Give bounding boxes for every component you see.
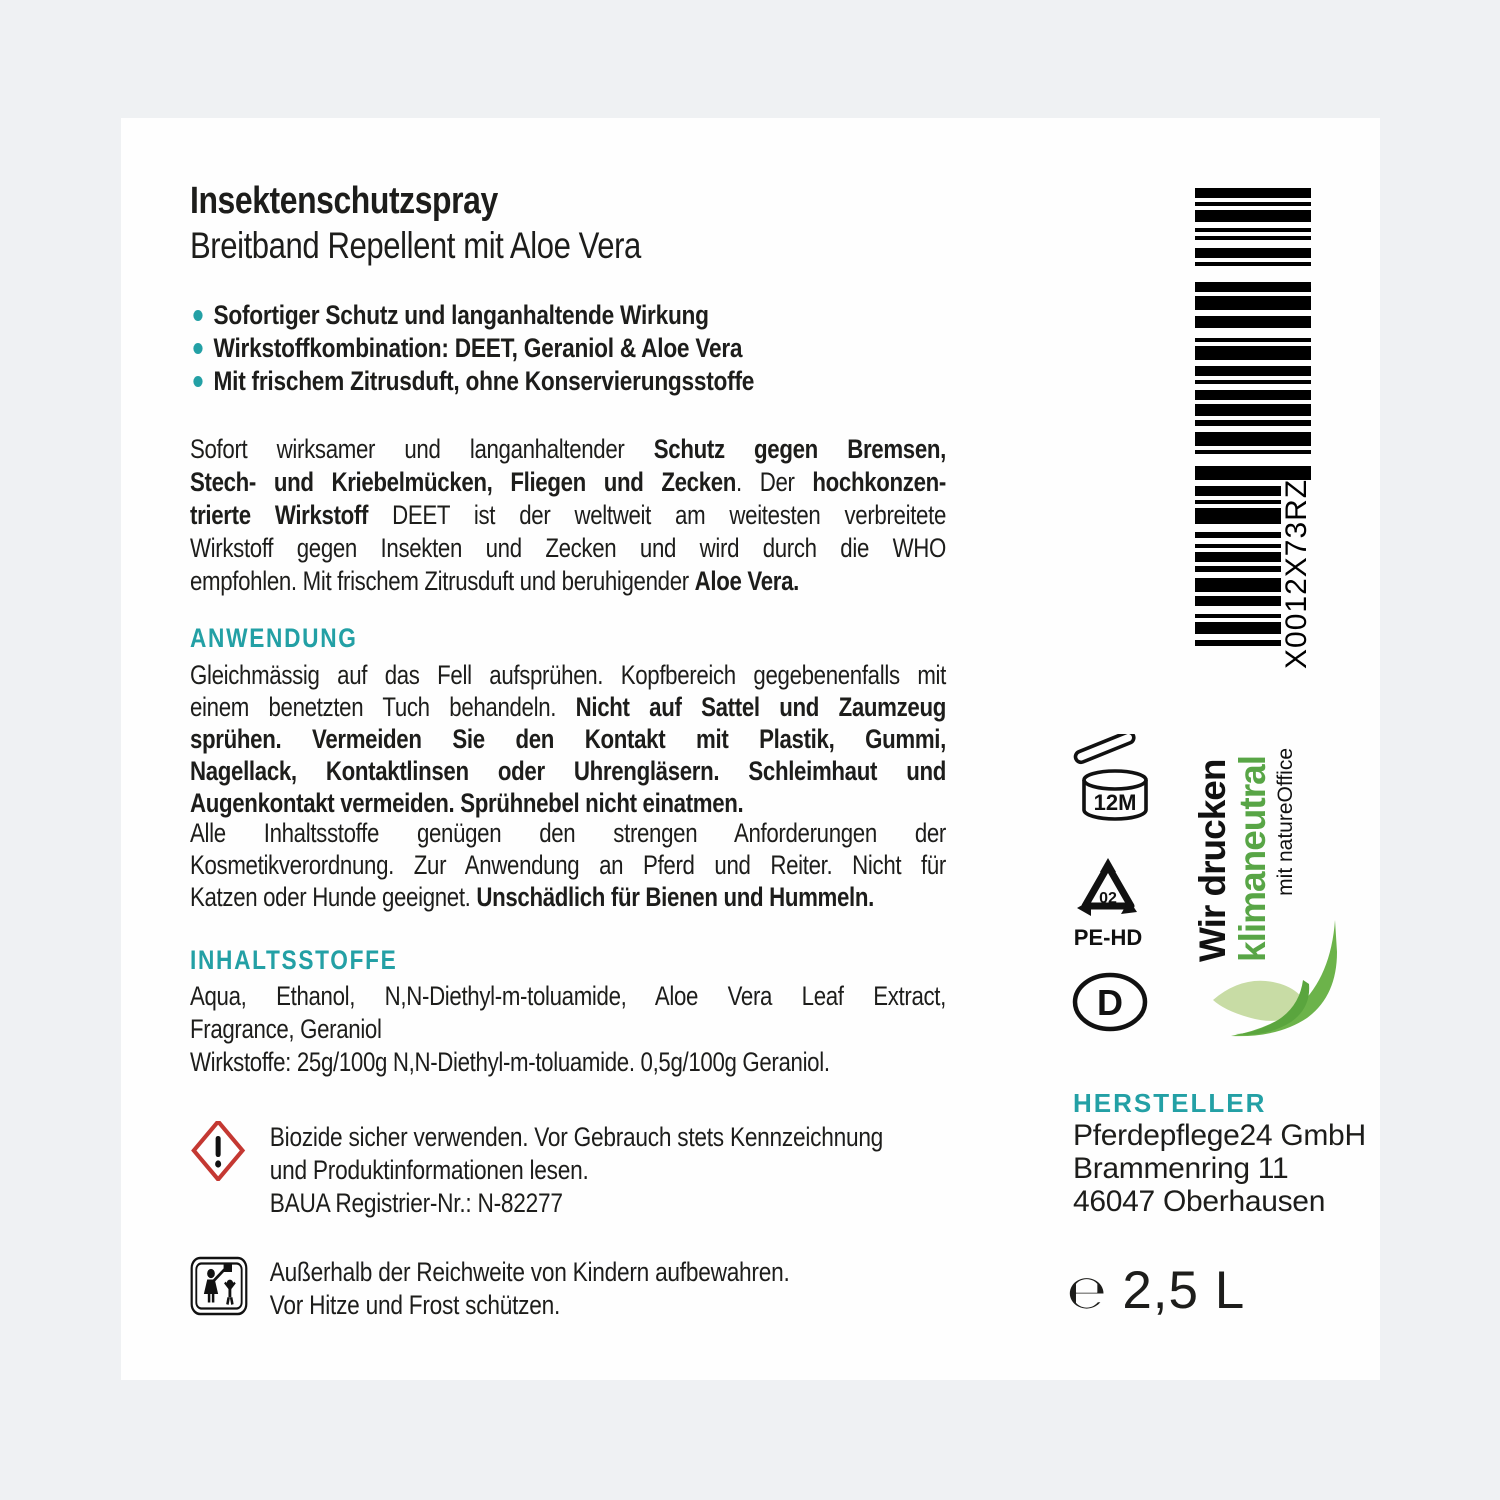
section-heading-anwendung: ANWENDUNG (190, 623, 358, 653)
barcode-bar (1195, 486, 1281, 496)
barcode-bar (1195, 202, 1311, 206)
country-d-badge (1071, 971, 1149, 1038)
barcode-bar (1195, 404, 1311, 416)
barcode-bar (1195, 338, 1311, 342)
bullet-icon (193, 310, 202, 321)
barcode-bar (1195, 236, 1311, 240)
barcode-bar (1195, 566, 1281, 572)
anwendung-paragraph-2: Alle Inhaltsstoffe genügen den strengen Anforderungen der Kosmetikverordnung. Zur Anwendung an Pferd und Reiter. Nicht für Katzen oder Hunde geeignet. Unschädlich für Bienen und Hummeln. (190, 818, 946, 912)
volume-amount: 2,5 L (1122, 1261, 1246, 1320)
intro-paragraph: Sofort wirksamer und langanhaltender Schutz gegen Bremsen, Stech- und Kriebelmücken, Fliegen und Zecken. Der hochkonzen- trierte Wirkstoff DEET ist der weltweit am weitesten verbreitete Wirkstoff gegen Insekten und Zecken und wird durch die WHO empfohlen. Mit frischem Zitrusduft und beruhigender Aloe Vera. (190, 434, 946, 596)
product-title: Insektenschutzspray (190, 180, 498, 222)
barcode-bar (1195, 578, 1281, 592)
hersteller-city: 46047 Oberhausen (1073, 1185, 1326, 1218)
climate-line-1: Wir drucken (1192, 759, 1233, 962)
feature-label: Wirkstoffkombination: DEET, Geraniol & Aloe Vera (213, 333, 743, 363)
barcode-bar (1195, 552, 1281, 562)
children-warning-text: Außerhalb der Reichweite von Kindern aufbewahren. Vor Hitze und Frost schützen. (269, 1257, 790, 1320)
barcode-bar (1195, 500, 1281, 504)
barcode-bar (1195, 210, 1311, 222)
biozide-warning-row (190, 1121, 946, 1220)
barcode-bar (1195, 282, 1311, 292)
estimated-sign: ℮ (1067, 1265, 1107, 1319)
barcode-bar (1195, 380, 1311, 384)
keep-away-from-children-icon (190, 1256, 248, 1321)
recycling-material: PE-HD (1073, 925, 1143, 950)
barcode-bar (1195, 188, 1311, 198)
section-heading-inhaltsstoffe: INHALTSSTOFFE (190, 945, 398, 975)
barcode-bar (1195, 316, 1311, 328)
bullet-icon (193, 376, 202, 387)
barcode-bar (1195, 614, 1281, 618)
barcode-bar (1195, 262, 1311, 266)
hersteller-heading: HERSTELLER (1073, 1088, 1267, 1118)
product-label-card (121, 118, 1380, 1380)
anwendung-paragraph-1: Gleichmässig auf das Fell aufsprühen. Kopfbereich gegebenenfalls mit einem benetzten Tuch behandeln. Nicht auf Sattel und Zaumzeug sprühen. Vermeiden Sie den Kontakt mit Plastik, Gummi, Nagellack, Kontaktlinsen oder Uhrengläsern. Schleimhaut und Augenkontakt vermeiden. Sprühnebel nicht einatmen. (190, 660, 946, 818)
nature-leaf-icon (1207, 914, 1343, 1053)
country-d-label: D (1097, 982, 1123, 1023)
barcode-bar (1195, 296, 1311, 310)
feature-item (190, 365, 946, 398)
hersteller-company: Pferdepflege24 GmbH (1073, 1119, 1366, 1152)
actives-line: Wirkstoffe: 25g/100g N,N-Diethyl-m-toluamide. 0,5g/100g Geraniol. (190, 1047, 830, 1077)
product-subtitle: Breitband Repellent mit Aloe Vera (190, 225, 641, 266)
feature-list (190, 299, 946, 398)
barcode-bar (1195, 622, 1281, 634)
barcode-bar (1195, 346, 1311, 360)
climate-line-3: mit natureOffice (1274, 748, 1297, 896)
barcode-bar (1195, 390, 1311, 400)
feature-label: Mit frischem Zitrusduft, ohne Konservierungsstoffe (213, 366, 755, 396)
ghs07-exclamation-icon (190, 1121, 245, 1186)
pao-label: 12M (1093, 790, 1137, 815)
feature-label: Sofortiger Schutz und langanhaltende Wirkung (213, 300, 709, 330)
barcode-bar (1195, 228, 1311, 232)
barcode-bar (1195, 366, 1311, 376)
barcode-text: X0012X73RZ (1280, 478, 1313, 670)
ingredients-paragraph: Aqua, Ethanol, N,N-Diethyl-m-toluamide, Aloe Vera Leaf Extract, Fragrance, Geraniol (190, 981, 946, 1044)
volume-row (1067, 1261, 1246, 1320)
barcode-bar (1195, 420, 1311, 426)
feature-item (190, 332, 946, 365)
hersteller-street: Brammenring 11 (1073, 1152, 1289, 1185)
barcode-bar (1195, 450, 1311, 454)
barcode-bar (1195, 596, 1281, 606)
bullet-icon (193, 343, 202, 354)
feature-item (190, 299, 946, 332)
barcode-bar (1195, 544, 1281, 548)
baua-registration: BAUA Registrier-Nr.: N-82277 (269, 1188, 563, 1218)
label-left-column (190, 118, 946, 1380)
recycling-pehd-icon (1073, 858, 1143, 951)
barcode-bar (1195, 640, 1281, 646)
children-warning-row (190, 1256, 946, 1322)
barcode-bar (1195, 248, 1311, 258)
hersteller-address (1073, 1119, 1366, 1218)
period-after-opening-icon (1071, 734, 1155, 833)
recycling-code: 02 (1099, 890, 1117, 907)
barcode-bar (1195, 432, 1311, 446)
biozide-warning-text: Biozide sicher verwenden. Vor Gebrauch stets Kennzeichnung und Produktinformationen lesen. (269, 1122, 884, 1185)
climate-line-2: klimaneutral (1232, 756, 1273, 962)
barcode-bar (1195, 508, 1281, 524)
barcode-bar (1195, 532, 1281, 538)
